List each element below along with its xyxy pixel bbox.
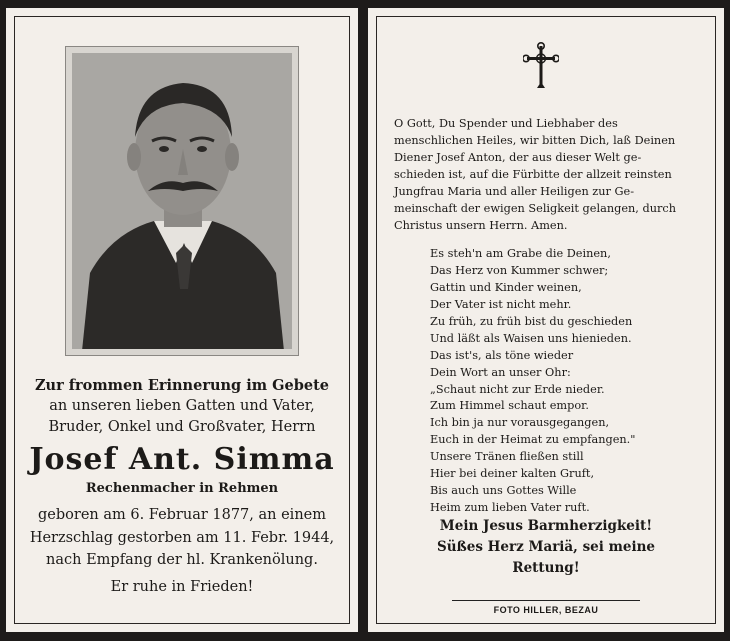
rest-in-peace-line: Er ruhe in Frieden!	[110, 579, 254, 596]
poem-line: Es steh'n am Grabe die Deinen,	[430, 247, 611, 260]
memorial-poem	[430, 246, 635, 517]
credit-divider	[452, 600, 640, 601]
poem-line: „Schaut nicht zur Erde nieder.	[430, 382, 605, 396]
poem-line: Bis auch uns Gottes Wille	[430, 484, 577, 498]
photo-credit: FOTO HILLER, BEZAU	[493, 605, 599, 615]
life-dates-line-3: nach Empfang der hl. Krankenölung.	[46, 552, 318, 569]
prayer-line: Christus unsern Herrn. Amen.	[394, 218, 568, 232]
prayer-line: menschlichen Heiles, wir bitten Dich, laß Deinen	[394, 133, 676, 147]
deceased-name: Josef Ant. Simma	[29, 441, 335, 477]
prayer-line: Diener Josef Anton, der aus dieser Welt ge-	[394, 150, 642, 164]
poem-line: Heim zum lieben Vater ruft.	[430, 501, 590, 515]
poem-line: Das Herz von Kummer schwer;	[430, 263, 609, 277]
memorial-text	[20, 376, 344, 598]
poem-line: Hier bei deiner kalten Gruft,	[430, 467, 595, 481]
life-dates-line-1: geboren am 6. Februar 1877, an einem	[38, 507, 326, 524]
poem-line: Euch in der Heimat zu empfangen."	[430, 433, 636, 447]
poem-line: Zum Himmel schaut empor.	[430, 399, 589, 413]
poem-line: Gattin und Kinder weinen,	[430, 280, 582, 294]
portrait-photo	[65, 46, 299, 356]
closing-invocation	[378, 516, 714, 579]
poem-line: Der Vater ist nicht mehr.	[430, 297, 572, 311]
prayer-line: meinschaft der ewigen Seligkeit gelangen, durch	[394, 201, 676, 215]
life-dates-line-2: Herzschlag gestorben am 11. Febr. 1944,	[29, 529, 335, 546]
occupation-line: Rechenmacher in Rehmen	[85, 480, 279, 496]
prayer-text	[394, 116, 702, 235]
relation-line-1: an unseren lieben Gatten und Vater,	[49, 398, 315, 415]
ornate-cross-icon	[523, 42, 559, 94]
portrait-image	[72, 53, 292, 349]
closing-line: Rettung!	[512, 559, 580, 576]
prayer-line: Jungfrau Maria und aller Heiligen zur Ge-	[394, 184, 635, 198]
memorial-card-front	[6, 8, 358, 632]
prayer-line: O Gott, Du Spender und Liebhaber des	[394, 117, 618, 130]
poem-line: Zu früh, zu früh bist du geschieden	[430, 314, 633, 328]
poem-line: Und läßt als Waisen uns hienieden.	[430, 331, 632, 345]
closing-line: Mein Jesus Barmherzigkeit!	[439, 518, 653, 534]
closing-line: Süßes Herz Mariä, sei meine	[436, 538, 656, 555]
prayer-line: schieden ist, auf die Fürbitte der allzeit reinsten	[394, 167, 672, 181]
memory-line: Zur frommen Erinnerung im Gebete	[34, 377, 330, 394]
relation-line-2: Bruder, Onkel und Großvater, Herrn	[48, 418, 316, 435]
poem-line: Ich bin ja nur vorausgegangen,	[430, 416, 610, 430]
portrait-figure	[72, 53, 292, 349]
poem-line: Unsere Tränen fließen still	[430, 450, 584, 464]
memorial-card-back	[368, 8, 724, 632]
poem-line: Dein Wort an unser Ohr:	[430, 365, 571, 379]
poem-line: Das ist's, als töne wieder	[430, 348, 574, 362]
